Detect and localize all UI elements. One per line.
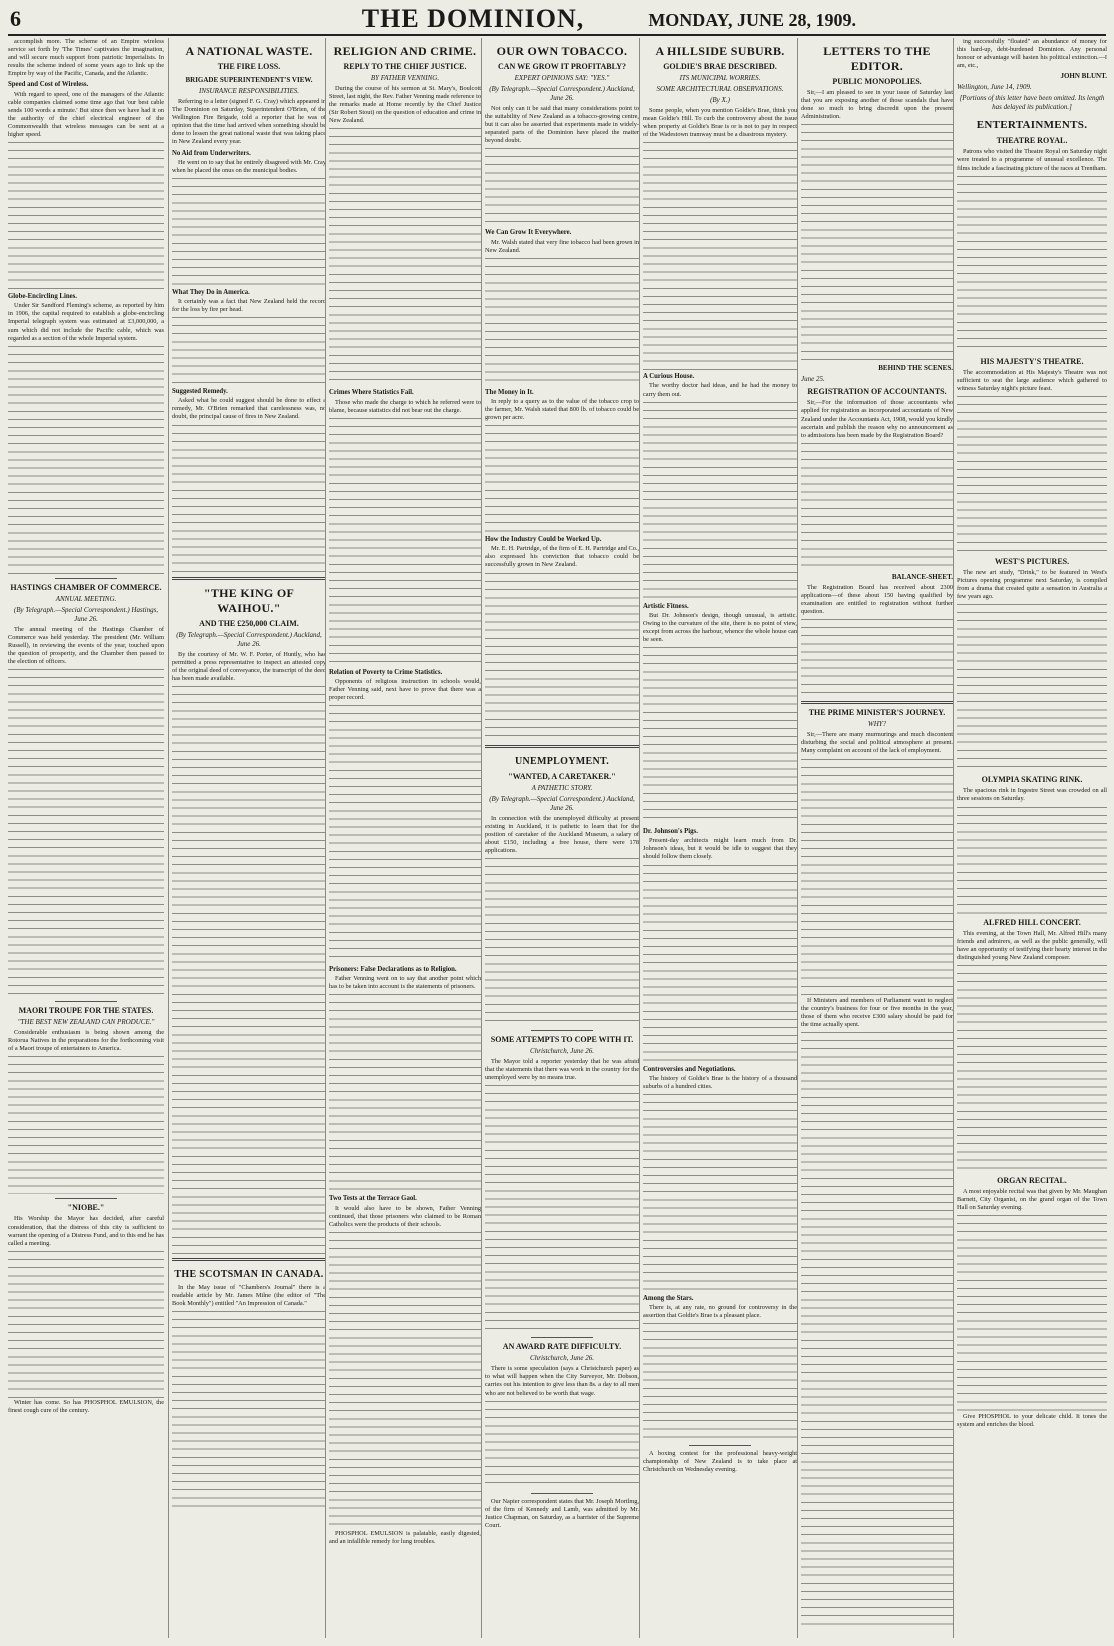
text-filler	[485, 423, 639, 533]
article-text: Father Venning went on to say that another point which has to be taken into account is the statements of prisoners.	[329, 975, 481, 991]
subheading: The Money in It.	[485, 388, 534, 396]
letter-signature: BALANCE-SHEET.	[891, 572, 953, 581]
text-filler	[485, 146, 639, 226]
column-7	[953, 38, 1107, 1638]
article-text: In the May issue of "Chambers's Journal" there is a readable article by Mr. James Milne (the editor of "The Book Monthly") entitled "An Impression of Canada."	[172, 1283, 326, 1308]
text-filler	[957, 174, 1107, 354]
article-text: Mr. E. H. Partridge, of the firm of E. H. Partridge and Co., also expressed his conviction that tobacco could be successfully grown in New Zealand.	[485, 545, 639, 569]
divider	[55, 578, 117, 579]
text-filler	[172, 315, 326, 385]
letter-text: Sir,—For the information of those accountants who applied for registration as incorporated accountants of New Zealand under the Accountants Act, 1908, would you kindly ascertain and publish the reason why no announcement as to admissions has been made by the Registration Board?	[801, 399, 953, 439]
subheading: What They Do in America.	[172, 288, 250, 296]
subheadline: BRIGADE SUPERINTENDENT'S VIEW.	[185, 76, 313, 84]
text-filler	[485, 1083, 639, 1333]
divider	[801, 701, 953, 704]
masthead-date: MONDAY, JUNE 28, 1909.	[648, 10, 856, 30]
divider	[172, 577, 326, 580]
text-filler	[801, 757, 953, 997]
text-filler	[329, 126, 481, 386]
text-filler	[8, 140, 164, 290]
subheadline: ALFRED HILL CONCERT.	[983, 917, 1081, 927]
text-filler	[8, 1054, 164, 1194]
subheadline: THE FIRE LOSS.	[217, 62, 281, 71]
text-filler	[485, 1399, 639, 1489]
letter-date: Wellington, June 14, 1909.	[957, 83, 1032, 92]
headline-letters-to-editor: LETTERS TO THE EDITOR.	[823, 44, 931, 73]
subheading: Globe-Encircling Lines.	[8, 293, 77, 301]
article-text: The accommodation at His Majesty's Theatre was not sufficient to seat the large audience which gathered to witness Saturday night's picture feast.	[957, 368, 1107, 392]
divider	[55, 1001, 117, 1002]
advertisement: PHOSPHOL EMULSION is palatable, easily digested, and an infallible remedy for lung troubles.	[329, 1529, 481, 1545]
headline-national-waste: A NATIONAL WASTE.	[185, 44, 313, 58]
text-filler	[643, 140, 797, 370]
article-text: By the courtesy of Mr. W. F. Porter, of Huntly, who has permitted a press representative to inspect an attested copy of the original deed of conveyance, the transcript of the deed has been made available.	[172, 650, 326, 682]
text-filler	[172, 1309, 326, 1509]
text-filler	[957, 394, 1107, 554]
article-text: Asked what he could suggest should be done to effect a remedy, Mr. O'Brien remarked that carelessness was, no doubt, the principal cause of fires in New Zealand.	[172, 397, 326, 421]
subheading: Among the Stars.	[643, 1294, 694, 1302]
article-text: In reply to a query as to the value of the tobacco crop to the farmer, Mr. Walsh stated that 800 lb. of tobacco could be grown per acre.	[485, 397, 639, 422]
subheadline: SOME ARCHITECTURAL OBSERVATIONS.	[656, 85, 784, 93]
divider	[689, 1445, 751, 1446]
column-4	[481, 38, 642, 1638]
byline: (By X.)	[710, 96, 730, 104]
subheadline: A PATHETIC STORY.	[531, 783, 593, 792]
article-text: In connection with the unemployed difficulty at present existing in Auckland, it is pathetic to learn that for the position of caretaker of the Auckland Museum, a salary of about £150, including a free house, there were 178 applications.	[485, 814, 639, 854]
text-filler	[329, 1230, 481, 1530]
text-filler	[485, 856, 639, 1026]
article-text: During the course of his sermon at St. Mary's, Boulcott Street, last night, the Rev. Father Venning made reference to the remarks made at Home recently by the Chief Justice (Sir Robert Stout) on the question of education and crime in New Zealand.	[329, 85, 481, 125]
divider	[172, 1258, 326, 1261]
article-text: Mr. Walsh stated that very fine tobacco had been grown in New Zealand.	[485, 238, 639, 254]
headline-king-of-waihou: "THE KING OF WAIHOU."	[203, 585, 295, 615]
subheadline: AN AWARD RATE DIFFICULTY.	[502, 1342, 622, 1352]
page-number: 6	[10, 6, 21, 31]
headline-hastings: HASTINGS CHAMBER OF COMMERCE.	[10, 582, 162, 592]
article-text: A most enjoyable recital was that given by Mr. Maughan Barnett, City Organist, on the grand organ of the Town Hall on Saturday evening.	[957, 1187, 1107, 1212]
text-filler	[8, 667, 164, 997]
article-text: It would also have to be shown, Father Venning continued, that those prisoners who claimed to be Roman Catholics were the products of their schools.	[329, 1204, 481, 1228]
text-filler	[329, 416, 481, 666]
headline-niobe: "NIOBE."	[67, 1203, 105, 1213]
article-text: The Mayor told a reporter yesterday that he was afraid that the statements that there was work in the country for the unemployed were by no means true.	[485, 1057, 639, 1082]
subheading: Relation of Poverty to Crime Statistics.	[329, 668, 443, 676]
letter-text: The Registration Board has received about 2300 applications—of these about 150 having qualified by examination are entitled to registration without further question.	[801, 583, 953, 616]
subheadline: WEST'S PICTURES.	[994, 556, 1070, 566]
article-text: With regard to speed, one of the managers of the Atlantic cable companies claimed some time ago that 'our best cable sends 100 words a minute.' But since then we have had it on the authority of the chief electrical engineer of the Commonwealth that wireless messages can be sent at a higher speed.	[8, 90, 164, 139]
column-6	[797, 38, 956, 1638]
article-text: Not only can it be said that many considerations point to the suitability of New Zealand as a tobacco-growing centre, but it can also be asserted that experiments made in widely-separated parts of the Dominion have placed the matter beyond doubt.	[485, 105, 639, 145]
letter-text: ing successfully "floated" an abundance of money for this hard-up, debt-burdened Dominion. Any personal honour or advantage will hasten his political extinction.—I am, etc.,	[957, 38, 1107, 70]
subheadline: OLYMPIA SKATING RINK.	[981, 775, 1083, 785]
article-text: This evening, at the Town Hall, Mr. Alfred Hill's many friends and admirers, as well as the public generally, will have an opportunity of testifying their hearty interest in the distinguished young New Zealand composer.	[957, 929, 1107, 961]
article-text: But Dr. Johnson's design, though unusual, is artistic. Owing to the curvature of the site, there is no point of view, except from across the harbour, whence the whole house can be seen.	[643, 611, 797, 644]
text-filler	[172, 423, 326, 573]
text-filler	[801, 1030, 953, 1630]
subheading: Two Tests at the Terrace Gaol.	[329, 1195, 417, 1203]
article-text: Present-day architects might learn much from Dr. Johnson's ideas, but it would be idle to suggest that they should follow them closely.	[643, 837, 797, 861]
byline: (By Telegraph.—Special Correspondent.) Auckland, June 26.	[489, 85, 635, 102]
text-filler	[957, 1213, 1107, 1413]
headline-our-own-tobacco: OUR OWN TOBACCO.	[496, 44, 628, 58]
letter-date: June 25.	[801, 375, 825, 384]
divider	[485, 745, 639, 748]
article-text: Considerable enthusiasm is being shown among the Rotorua Natives in the preparations for the forthcoming visit of a Maori troupe of entertainers to America.	[8, 1029, 164, 1053]
article-text: Our Napier correspondent states that Mr. Joseph Mortlmg, of the firm of Kennedy and Lamb, was admitted by Mr. Justice Chapman, on Saturday, as a barrister of the Supreme Court.	[485, 1497, 639, 1529]
headline-scotsman-canada: THE SCOTSMAN IN CANADA.	[174, 1268, 324, 1280]
letter-signature: BEHIND THE SCENES.	[878, 364, 953, 373]
article-text: The new art study, "Drink," to be featured in West's Pictures opening programme next Saturday, is compiled from a drama that created quite a sensation in Australia a few years ago.	[957, 568, 1107, 601]
article-text: There is some speculation (says a Christchurch paper) as to what will happen when the City Surveyor, Mr. Dobson, carries out his intention to give less than 8s. a day to all men who are not believed to be worth that wage.	[485, 1365, 639, 1397]
column-3	[325, 38, 484, 1638]
letter-signature: JOHN BLUNT.	[1060, 72, 1107, 81]
text-filler	[329, 992, 481, 1192]
text-filler	[957, 963, 1107, 1173]
editor-note: [Portions of this letter have been omitted. Its length has delayed its publication.]	[959, 94, 1105, 112]
text-filler	[485, 256, 639, 386]
subheading: Controversies and Negotiations.	[643, 1065, 736, 1073]
subheadline: HIS MAJESTY'S THEATRE.	[980, 356, 1084, 366]
text-filler	[643, 1321, 797, 1441]
headline-hillside-suburb: A HILLSIDE SUBURB.	[655, 44, 785, 58]
letter-text: Sir,—There are many murmurings and much discontent disturbing the social and political atmosphere at present. Many complaint on account of the lack of employment.	[801, 731, 953, 755]
subheading: Suggested Remedy.	[172, 388, 228, 396]
subheading: No Aid from Underwriters.	[172, 149, 251, 157]
subheading: We Can Grow It Everywhere.	[485, 229, 572, 237]
subheading: Speed and Cost of Wireless.	[8, 81, 89, 89]
article-text: Under Sir Sandford Fleming's scheme, as reported by him in 1906, the capital required to establish a globe-encircling Imperial telegraph system was estimated at £3,000,000, a sum which did not include the Pacific cable, which was regarded as a section of the whole Imperial system.	[8, 302, 164, 342]
article-text: He went on to say that he entirely disagreed with Mr. Cray when he placed the onus on the municipal bodies.	[172, 158, 326, 174]
subheadline: "THE BEST NEW ZEALAND CAN PRODUCE."	[17, 1018, 155, 1027]
column-1	[8, 38, 167, 1638]
advertisement: Winter has come. So has PHOSPHOL EMULSION, the finest cough cure of the century.	[8, 1398, 164, 1414]
columns	[8, 38, 1106, 1638]
subheading: Crimes Where Statistics Fail.	[329, 389, 414, 397]
subheadline: PUBLIC MONOPOLIES.	[832, 77, 922, 86]
advertisement: Give PHOSPHOL to your delicate child. It tones the system and enriches the blood.	[957, 1413, 1107, 1429]
text-filler	[957, 602, 1107, 772]
subheadline: ANNUAL MEETING.	[55, 594, 117, 603]
letter-text: If Ministers and members of Parliament want to neglect the country's business for four or five months in the year, those of them who receive £300 salary should be paid for the time actually spent.	[801, 996, 953, 1028]
headline-maori-troupe: MAORI TROUPE FOR THE STATES.	[18, 1006, 154, 1016]
subheadline: REPLY TO THE CHIEF JUSTICE.	[343, 62, 467, 71]
masthead-title: THE DOMINION,	[361, 4, 585, 33]
text-filler	[485, 571, 639, 741]
subheadline: THEATRE ROYAL.	[996, 136, 1068, 146]
text-filler	[643, 863, 797, 1063]
article-text: There is, at any rate, no ground for controversy in the assertion that Goldie's Brae is a pleasant place.	[643, 1303, 797, 1319]
subheading: Prisoners: False Declarations as to Religion.	[329, 966, 457, 974]
byline: BY FATHER VENNING.	[370, 74, 440, 82]
subheadline: WHY?	[867, 720, 887, 729]
byline: (By Telegraph.—Special Correspondent.) Auckland, June 26.	[489, 794, 635, 812]
subheadline: CAN WE GROW IT PROFITABLY?	[497, 62, 627, 71]
article-text: Referring to a letter (signed F. G. Cray) which appeared in The Dominion on Saturday, Superintendent O'Brien, of the Wellington Fire Brigade, told a reporter that he was of opinion that the time had arrived when something should be done to lessen the great national waste that was taking place in New Zealand every year.	[172, 98, 326, 146]
headline-entertainments: ENTERTAINMENTS.	[976, 119, 1088, 132]
text-filler	[957, 805, 1107, 915]
byline: (By Telegraph.—Special Correspondent.) Auckland, June 26.	[176, 630, 322, 648]
divider	[531, 1337, 593, 1338]
byline: Christchurch, June 26.	[530, 1354, 594, 1363]
text-filler	[172, 684, 326, 1254]
subheadline: REGISTRATION OF ACCOUNTANTS.	[807, 387, 947, 397]
divider	[531, 1030, 593, 1031]
text-filler	[801, 441, 953, 571]
text-filler	[643, 645, 797, 825]
divider	[531, 1493, 593, 1494]
subheadline: "WANTED, A CARETAKER."	[508, 771, 616, 781]
article-text: The spacious rink in Ingestre Street was crowded on all three sessions on Saturday.	[957, 787, 1107, 803]
subheadline: AND THE £250,000 CLAIM.	[199, 618, 299, 628]
article-text: Patrons who visited the Theatre Royal on Saturday night were treated to a programme of unusual excellence. The films include a fascinating picture of the races at Trentham.	[957, 148, 1107, 172]
subheading: Artistic Fitness.	[643, 602, 689, 610]
text-filler	[643, 400, 797, 600]
masthead	[8, 4, 1106, 36]
subheading: A Curious House.	[643, 373, 695, 381]
column-5	[639, 38, 800, 1638]
article-text: Those who made the charge to which he referred were to blame, because statistics did not bear out the charge.	[329, 398, 481, 414]
text-filler	[172, 176, 326, 286]
article-text: A boxing contest for the professional heavy-weight championship of New Zealand is to take place at Christchurch on Wednesday evening.	[643, 1450, 797, 1474]
letter-text: Sir,—I am pleased to see in your issue of Saturday last that you are exposing another of those scandals that have done so much to bring discredit upon the present Administration.	[801, 89, 953, 121]
article-text: His Worship the Mayor has decided, after careful consideration, that the distress of this city is sufficient to warrant the opening of a Distress Fund, and to this end he has called a meeting.	[8, 1215, 164, 1247]
text-filler	[329, 703, 481, 963]
text-filler	[643, 1092, 797, 1292]
subheadline: ITS MUNICIPAL WORRIES.	[679, 74, 761, 82]
article-text: accomplish more. The scheme of an Empire wireless service set forth by 'The Times' captivates the imagination, and will secure much support from patriotic Imperialists. In results the scheme indeed of some years ago to link up the Empire by way of the Pacific, Canada, and the Atlantic.	[8, 38, 164, 78]
subheading: Dr. Johnson's Pigs.	[643, 828, 698, 836]
article-text: Some people, when you mention Goldie's Brae, think you mean Goldie's Hill. To curb the controversy about the issue when property at Goldie's Brae is or is not to pay in respect of the Wadestown tramway must be a disastrous mystery.	[643, 107, 797, 139]
article-text: It certainly was a fact that New Zealand held the record for the loss by fire per head.	[172, 297, 326, 314]
article-text: The history of Goldie's Brae is the history of a thousand suburbs of a hundred cities.	[643, 1074, 797, 1090]
byline: Christchurch, June 26.	[530, 1046, 594, 1055]
subheadline: INSURANCE RESPONSIBILITIES.	[199, 87, 299, 95]
byline: (By Telegraph.—Special Correspondent.) Hastings, June 26.	[13, 605, 159, 623]
text-filler	[801, 617, 953, 697]
subheadline: THE PRIME MINISTER'S JOURNEY.	[808, 708, 946, 718]
divider	[55, 1198, 117, 1199]
subheading: How the Industry Could be Worked Up.	[485, 536, 602, 544]
article-text: The annual meeting of the Hastings Chamber of Commerce was held yesterday. The president (Mr. William Russell), in reviewing the events of the year, touched upon the question of prosperity, and the Chamber then passed to the election of officers.	[8, 625, 164, 666]
subheadline: EXPERT OPINIONS SAY: "YES."	[514, 74, 610, 82]
text-filler	[801, 122, 953, 362]
subheadline: ORGAN RECITAL.	[997, 1175, 1067, 1185]
subheadline: SOME ATTEMPTS TO COPE WITH IT.	[490, 1034, 634, 1044]
column-2	[168, 38, 329, 1638]
text-filler	[8, 1249, 164, 1399]
headline-religion-crime: RELIGION AND CRIME.	[333, 44, 477, 58]
article-text: The worthy doctor had ideas, and he had the money to carry them out.	[643, 382, 797, 398]
headline-unemployment: UNEMPLOYMENT.	[515, 755, 609, 767]
subheadline: GOLDIE'S BRAE DESCRIBED.	[663, 62, 777, 71]
text-filler	[8, 344, 164, 574]
article-text: Opponents of religious instruction in schools would, Father Venning said, next have to prove that there was a proper record.	[329, 677, 481, 702]
